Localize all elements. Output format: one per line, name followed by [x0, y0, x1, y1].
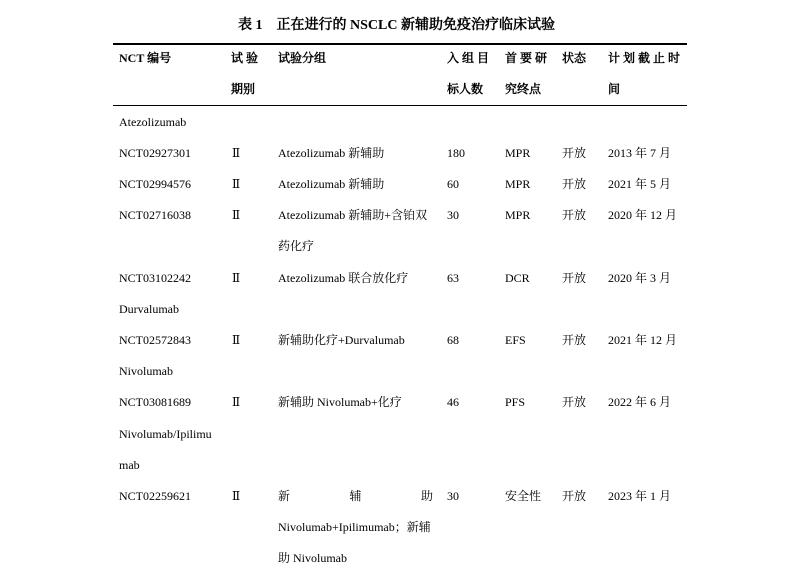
cell-group-word: 助	[420, 489, 433, 503]
header-phase-line1: 试 验	[231, 51, 259, 65]
cell-group: Atezolizumab 新辅助	[278, 177, 385, 191]
cell-nct: NCT03081689	[119, 395, 191, 409]
cell-phase: Ⅱ	[232, 489, 241, 503]
table-caption	[0, 14, 793, 34]
header-end-line2: 间	[608, 82, 621, 96]
top-rule	[113, 43, 687, 45]
cell-enrollment: 60	[447, 177, 459, 191]
cell-nct: NCT02572843	[119, 333, 191, 347]
table-title: 正在进行的 NSCLC 新辅助免疫治疗临床试验	[276, 18, 555, 33]
cell-group-word: 新	[278, 489, 291, 503]
header-enroll-line2: 标人数	[447, 82, 484, 96]
header-rule	[113, 105, 687, 106]
cell-enrollment: 46	[447, 395, 459, 409]
cell-end-date: 2022 年 6 月	[608, 395, 672, 409]
cell-endpoint: DCR	[505, 271, 530, 285]
cell-end-date: 2021 年 12 月	[608, 333, 678, 347]
cell-status: 开放	[562, 177, 587, 191]
header-end-line1: 计 划 截 止 时	[608, 51, 681, 65]
cell-phase: Ⅱ	[232, 208, 241, 222]
cell-phase: Ⅱ	[232, 395, 241, 409]
cell-nct: NCT02927301	[119, 146, 191, 160]
cell-end-date: 2013 年 7 月	[608, 146, 672, 160]
section-label: Atezolizumab	[119, 115, 187, 129]
section-label-line2: mab	[119, 458, 140, 472]
cell-enrollment: 30	[447, 489, 459, 503]
cell-group-line2: Nivolumab+Ipilimumab；新辅	[278, 520, 431, 534]
cell-nct: NCT02716038	[119, 208, 191, 222]
cell-endpoint: 安全性	[505, 489, 542, 503]
cell-group: Atezolizumab 联合放化疗	[278, 271, 409, 285]
cell-endpoint: PFS	[505, 395, 526, 409]
cell-status: 开放	[562, 395, 587, 409]
cell-enrollment: 68	[447, 333, 459, 347]
cell-group-line1: Atezolizumab 新辅助+含铂双	[278, 208, 428, 222]
cell-phase: Ⅱ	[232, 177, 241, 191]
header-endpoint-line2: 究终点	[505, 82, 542, 96]
header-nct: NCT 编号	[119, 51, 172, 65]
cell-group-line3: 助 Nivolumab	[278, 551, 347, 565]
cell-status: 开放	[562, 333, 587, 347]
cell-enrollment: 30	[447, 208, 459, 222]
cell-endpoint: MPR	[505, 177, 531, 191]
cell-group-line2: 药化疗	[278, 239, 315, 253]
header-phase-line2: 期别	[231, 82, 256, 96]
cell-end-date: 2020 年 3 月	[608, 271, 672, 285]
section-label: Durvalumab	[119, 302, 179, 316]
cell-phase: Ⅱ	[232, 146, 241, 160]
cell-status: 开放	[562, 146, 587, 160]
cell-phase: Ⅱ	[232, 271, 241, 285]
cell-group: 新辅助 Nivolumab+化疗	[278, 395, 402, 409]
cell-group-word: 辅	[349, 489, 362, 503]
table-number: 表 1	[238, 18, 263, 33]
cell-group-line1	[278, 481, 433, 512]
cell-status: 开放	[562, 208, 587, 222]
cell-enrollment: 180	[447, 146, 465, 160]
cell-end-date: 2021 年 5 月	[608, 177, 672, 191]
cell-endpoint: EFS	[505, 333, 526, 347]
cell-endpoint: MPR	[505, 208, 531, 222]
cell-nct: NCT02259621	[119, 489, 191, 503]
cell-nct: NCT03102242	[119, 271, 191, 285]
cell-group: Atezolizumab 新辅助	[278, 146, 385, 160]
cell-end-date: 2023 年 1 月	[608, 489, 672, 503]
header-enroll-line1: 入 组 目	[447, 51, 490, 65]
section-label: Nivolumab	[119, 364, 173, 378]
cell-endpoint: MPR	[505, 146, 531, 160]
cell-status: 开放	[562, 271, 587, 285]
header-status: 状态	[562, 51, 587, 65]
header-group: 试验分组	[278, 51, 327, 65]
cell-phase: Ⅱ	[232, 333, 241, 347]
cell-end-date: 2020 年 12 月	[608, 208, 678, 222]
cell-enrollment: 63	[447, 271, 459, 285]
cell-group: 新辅助化疗+Durvalumab	[278, 333, 405, 347]
cell-nct: NCT02994576	[119, 177, 191, 191]
header-endpoint-line1: 首 要 研	[505, 51, 548, 65]
cell-status: 开放	[562, 489, 587, 503]
section-label-line1: Nivolumab/Ipilimu	[119, 427, 212, 441]
